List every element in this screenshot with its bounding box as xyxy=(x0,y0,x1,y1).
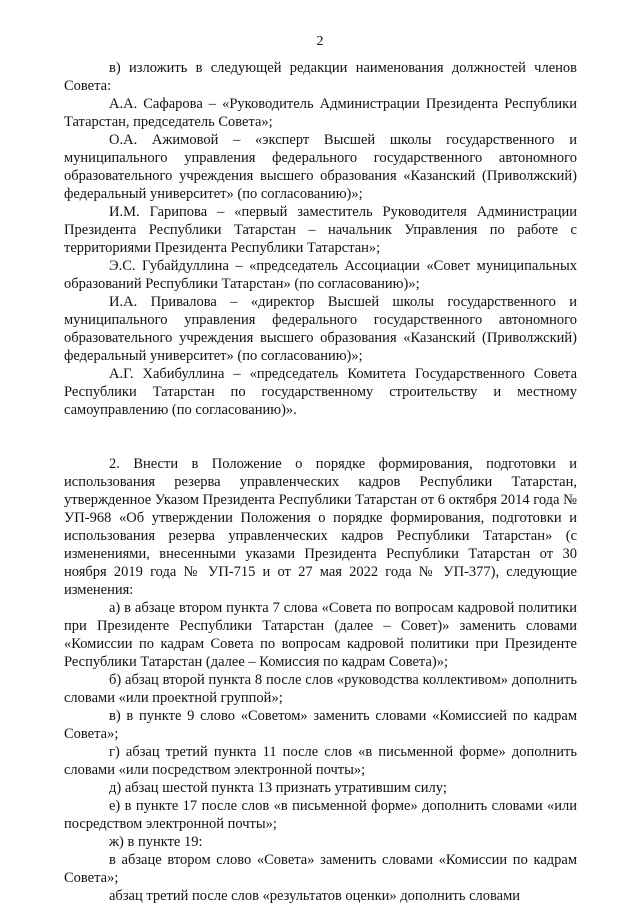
paragraph: ж) в пункте 19: xyxy=(109,834,203,850)
paragraph: И.М. Гарипова – «первый заместитель Руководителя Администрации Президента Республики Татарстан – начальник Управления по работе с территориями Президента Республики Татарстан»; xyxy=(64,204,577,256)
paragraph: б) абзац второй пункта 8 после слов «руководства коллективом» дополнить словами «или проектной группой»; xyxy=(64,672,577,706)
paragraph: А.Г. Хабибуллина – «председатель Комитета Государственного Совета Республики Татарстан по государственному строительству и местному самоуправлению (по согласованию)». xyxy=(64,366,577,418)
paragraph: е) в пункте 17 после слов «в письменной форме» дополнить словами «или посредством электронной почты»; xyxy=(64,798,577,832)
paragraph: а) в абзаце втором пункта 7 слова «Совета по вопросам кадровой политики при Президенте Республики Татарстан (далее – Совет)» заменить словами «Комиссии по кадрам Совета по вопросам кадровой политики при Президенте Республики Татарстан (далее – Комиссия по кадрам Совета)»; xyxy=(64,600,577,670)
paragraph: в абзаце втором слово «Совета» заменить словами «Комиссии по кадрам Совета»; xyxy=(64,852,577,886)
paragraph: в) в пункте 9 слово «Советом» заменить словами «Комиссией по кадрам Совета»; xyxy=(64,708,577,742)
paragraph: д) абзац шестой пункта 13 признать утратившим силу; xyxy=(109,780,447,796)
paragraph: в) изложить в следующей редакции наименования должностей членов Совета: xyxy=(64,60,577,94)
paragraph: И.А. Привалова – «директор Высшей школы государственного и муниципального управления федерального государственного автономного образовательного учреждения высшего образования «Казанский (Приволжский) федеральный университет» (по согласованию)»; xyxy=(64,294,577,364)
page-number: 2 xyxy=(316,34,324,49)
paragraph: Э.С. Губайдуллина – «председатель Ассоциации «Совет муниципальных образований Республики Татарстан» (по согласованию)»; xyxy=(64,258,577,292)
section-gap xyxy=(64,419,577,455)
paragraph: А.А. Сафарова – «Руководитель Администрации Президента Республики Татарстан, председатель Совета»; xyxy=(64,96,577,130)
paragraph: 2. Внести в Положение о порядке формирования, подготовки и использования резерва управленческих кадров Республики Татарстан, утвержденное Указом Президента Республики Татарстан от 6 октября 2014 года № УП-968 «Об утверждении Положения о порядке формирования, подготовки и использования резерва управленческих кадров Республики Татарстан» (с изменениями, внесенными указами Президента Республики Татарстан от 30 ноября 2019 года № УП-715 и от 27 мая 2022 года № УП-377), следующие изменения: xyxy=(64,456,577,598)
paragraph: О.А. Ажимовой – «эксперт Высшей школы государственного и муниципального управления федерального государственного автономного образовательного учреждения высшего образования «Казанский (Приволжский) федеральный университет» (по согласованию)»; xyxy=(64,132,577,202)
paragraph: г) абзац третий пункта 11 после слов «в письменной форме» дополнить словами «или посредством электронной почты»; xyxy=(64,744,577,778)
paragraph: абзац третий после слов «результатов оценки» дополнить словами xyxy=(109,888,521,904)
document-body xyxy=(64,59,577,905)
